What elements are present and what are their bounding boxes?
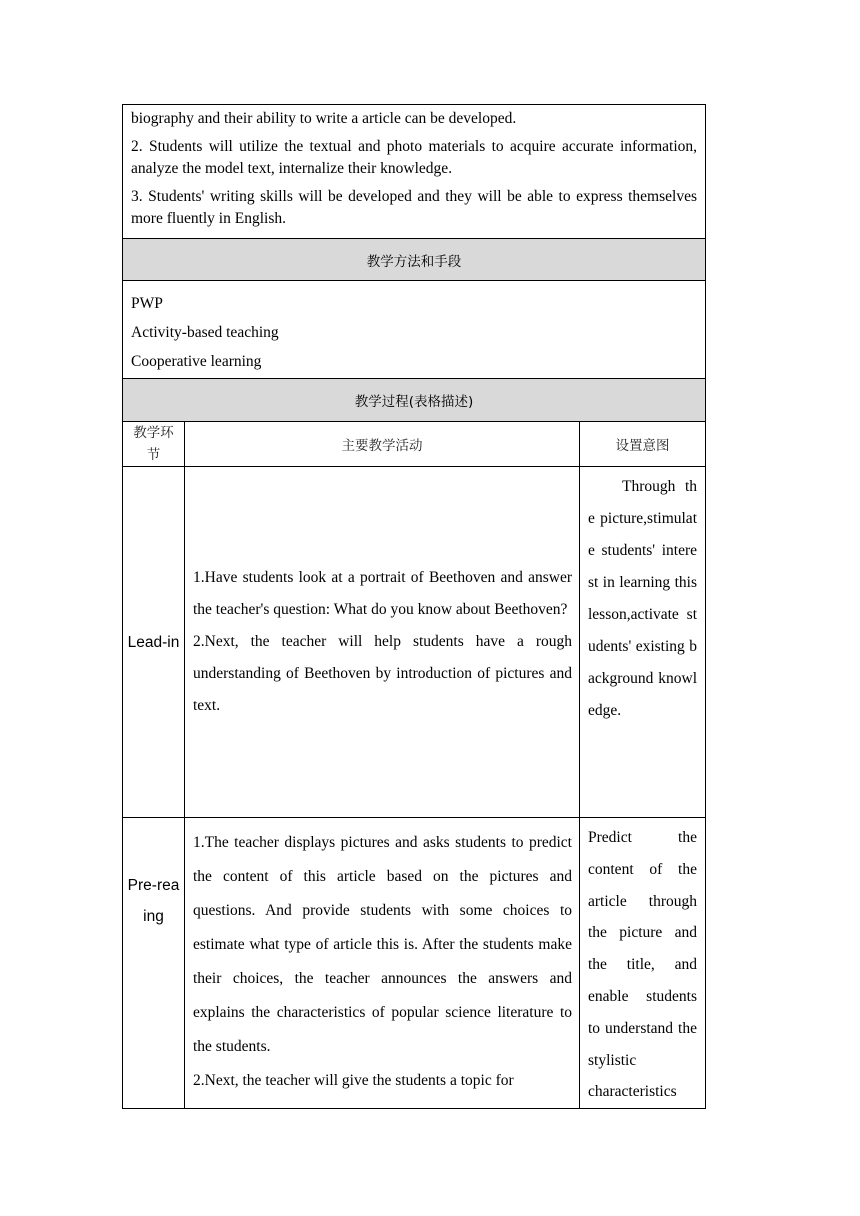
methods-heading: 教学方法和手段 [123,239,706,281]
activity-step: 2.Next, the teacher will help students have a rough understanding of Beethoven by introduction of pictures and text. [193,633,572,714]
stage-cell: Lead-in [123,467,185,818]
method-item: Cooperative learning [131,353,262,370]
lesson-plan-table [122,104,706,1109]
column-header-row [123,422,706,467]
objective-line-2: 2. Students will utilize the textual and photo materials to acquire accurate information, analyze the model text, internalize their knowledge. [131,138,697,177]
purpose-text: Through the picture,stimulate students' interest in learning this lesson,activate students' existing background knowledge. [588,478,697,719]
objectives-cell [123,105,706,239]
purpose-cell [580,467,706,818]
activity-cell [185,467,580,818]
methods-row [123,281,706,379]
stage-column-header: 教学环节 [123,422,185,467]
objectives-row [123,105,706,239]
activity-step: 1.The teacher displays pictures and asks students to predict the content of this article based on the pictures and questions. And provide students with some choices to estimate what type of article this is. After the students make their choices, the teacher announces the answers and explains the characteristics of popular science literature to the students. [193,834,572,1055]
method-item: PWP [131,295,163,312]
purpose-cell [580,818,706,1109]
methods-cell [123,281,706,379]
activity-step: 1.Have students look at a portrait of Beethoven and answer the teacher's question: What do you know about Beethoven? [193,569,572,618]
objective-line-3: 3. Students' writing skills will be developed and they will be able to express themselves more fluently in English. [131,188,697,227]
table-row [123,467,706,818]
activity-cell [185,818,580,1109]
process-heading: 教学过程(表格描述) [123,379,706,422]
objective-line-1: biography and their ability to write a article can be developed. [131,110,517,127]
stage-cell: Pre-reaing [123,818,185,1109]
method-item: Activity-based teaching [131,324,279,341]
table-row [123,818,706,1109]
activity-column-header: 主要教学活动 [185,422,580,467]
activity-step: 2.Next, the teacher will give the students a topic for [193,1072,514,1089]
purpose-text: Predict the content of the article through the picture and the title, and enable students to understand the stylistic characteristics [588,829,697,1101]
methods-heading-row [123,239,706,281]
process-heading-row [123,379,706,422]
purpose-column-header: 设置意图 [580,422,706,467]
